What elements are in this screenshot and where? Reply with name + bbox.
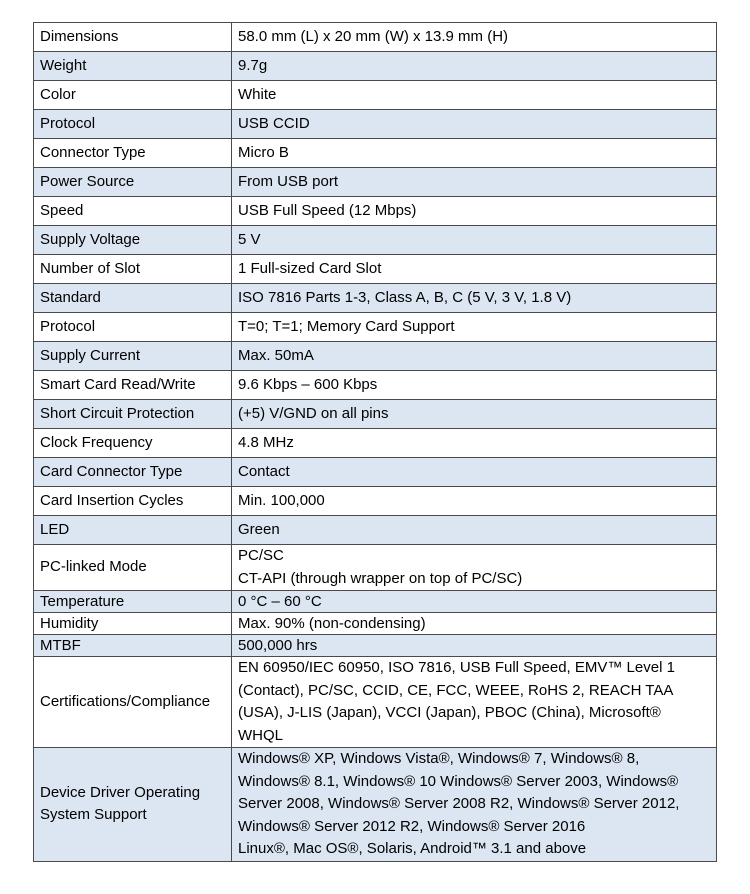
row-value: 0 °C – 60 °C <box>232 591 717 613</box>
row-label: Temperature <box>34 591 232 613</box>
row-label: Smart Card Read/Write <box>34 371 232 400</box>
label-line: System Support <box>40 806 147 824</box>
row-value <box>232 748 717 862</box>
row-label: MTBF <box>34 635 232 657</box>
table-row <box>34 313 717 342</box>
row-label: Supply Voltage <box>34 226 232 255</box>
row-label: LED <box>34 516 232 545</box>
row-label: Protocol <box>34 313 232 342</box>
row-value: 500,000 hrs <box>232 635 717 657</box>
table-row <box>34 487 717 516</box>
row-label: Humidity <box>34 613 232 635</box>
table-row <box>34 110 717 139</box>
row-label: Protocol <box>34 110 232 139</box>
row-value: Max. 90% (non-condensing) <box>232 613 717 635</box>
value-line: Windows® 8.1, Windows® 10 Windows® Server 2003, Windows® <box>238 772 679 790</box>
table-row <box>34 168 717 197</box>
table-row <box>34 545 717 591</box>
value-line: CT-API (through wrapper on top of PC/SC) <box>238 569 523 587</box>
row-label <box>34 748 232 862</box>
row-value: Min. 100,000 <box>232 487 717 516</box>
row-label: Standard <box>34 284 232 313</box>
table-row <box>34 255 717 284</box>
label-line: Device Driver Operating <box>40 783 201 801</box>
row-label: Weight <box>34 52 232 81</box>
value-line: EN 60950/IEC 60950, ISO 7816, USB Full Speed, EMV™ Level 1 <box>238 659 675 676</box>
row-label: Speed <box>34 197 232 226</box>
row-label: PC-linked Mode <box>34 545 232 591</box>
table-row <box>34 342 717 371</box>
row-label: Supply Current <box>34 342 232 371</box>
row-value: Green <box>232 516 717 545</box>
value-line: (Contact), PC/SC, CCID, CE, FCC, WEEE, RoHS 2, REACH TAA <box>238 681 674 699</box>
row-value: (+5) V/GND on all pins <box>232 400 717 429</box>
table-row <box>34 81 717 110</box>
table-row <box>34 429 717 458</box>
row-value: T=0; T=1; Memory Card Support <box>232 313 717 342</box>
table-row <box>34 591 717 613</box>
table-row <box>34 226 717 255</box>
table-row <box>34 23 717 52</box>
row-value: White <box>232 81 717 110</box>
row-value: Contact <box>232 458 717 487</box>
table-row <box>34 613 717 635</box>
value-line: PC/SC <box>238 547 284 564</box>
spec-table <box>33 22 717 862</box>
table-row <box>34 400 717 429</box>
table-row <box>34 139 717 168</box>
row-label: Color <box>34 81 232 110</box>
table-row <box>34 635 717 657</box>
row-label: Clock Frequency <box>34 429 232 458</box>
row-value: 4.8 MHz <box>232 429 717 458</box>
row-value <box>232 657 717 748</box>
row-value: 9.6 Kbps – 600 Kbps <box>232 371 717 400</box>
table-row <box>34 458 717 487</box>
table-row <box>34 284 717 313</box>
value-line: Linux®, Mac OS®, Solaris, Android™ 3.1 and above <box>238 840 587 857</box>
row-value: 58.0 mm (L) x 20 mm (W) x 13.9 mm (H) <box>232 23 717 52</box>
value-line: (USA), J-LIS (Japan), VCCI (Japan), PBOC (China), Microsoft® <box>238 704 661 721</box>
row-label: Connector Type <box>34 139 232 168</box>
table-row <box>34 657 717 748</box>
row-value: Micro B <box>232 139 717 168</box>
row-value: Max. 50mA <box>232 342 717 371</box>
row-value: 5 V <box>232 226 717 255</box>
row-label: Certifications/Compliance <box>34 657 232 748</box>
row-label: Short Circuit Protection <box>34 400 232 429</box>
value-line: Server 2008, Windows® Server 2008 R2, Windows® Server 2012, <box>238 795 680 812</box>
row-label: Card Insertion Cycles <box>34 487 232 516</box>
row-label: Number of Slot <box>34 255 232 284</box>
value-line: Windows® XP, Windows Vista®, Windows® 7, Windows® 8, <box>238 750 640 767</box>
row-value: 9.7g <box>232 52 717 81</box>
row-label: Card Connector Type <box>34 458 232 487</box>
row-value: ISO 7816 Parts 1-3, Class A, B, C (5 V, 3 V, 1.8 V) <box>232 284 717 313</box>
value-line: Windows® Server 2012 R2, Windows® Server 2016 <box>238 817 586 835</box>
row-value: USB Full Speed (12 Mbps) <box>232 197 717 226</box>
row-value: USB CCID <box>232 110 717 139</box>
table-row <box>34 52 717 81</box>
table-row <box>34 516 717 545</box>
table-row <box>34 748 717 862</box>
row-label: Dimensions <box>34 23 232 52</box>
row-label: Power Source <box>34 168 232 197</box>
value-line: WHQL <box>238 726 283 744</box>
table-row <box>34 197 717 226</box>
row-value: 1 Full-sized Card Slot <box>232 255 717 284</box>
row-value <box>232 545 717 591</box>
table-row <box>34 371 717 400</box>
row-value: From USB port <box>232 168 717 197</box>
